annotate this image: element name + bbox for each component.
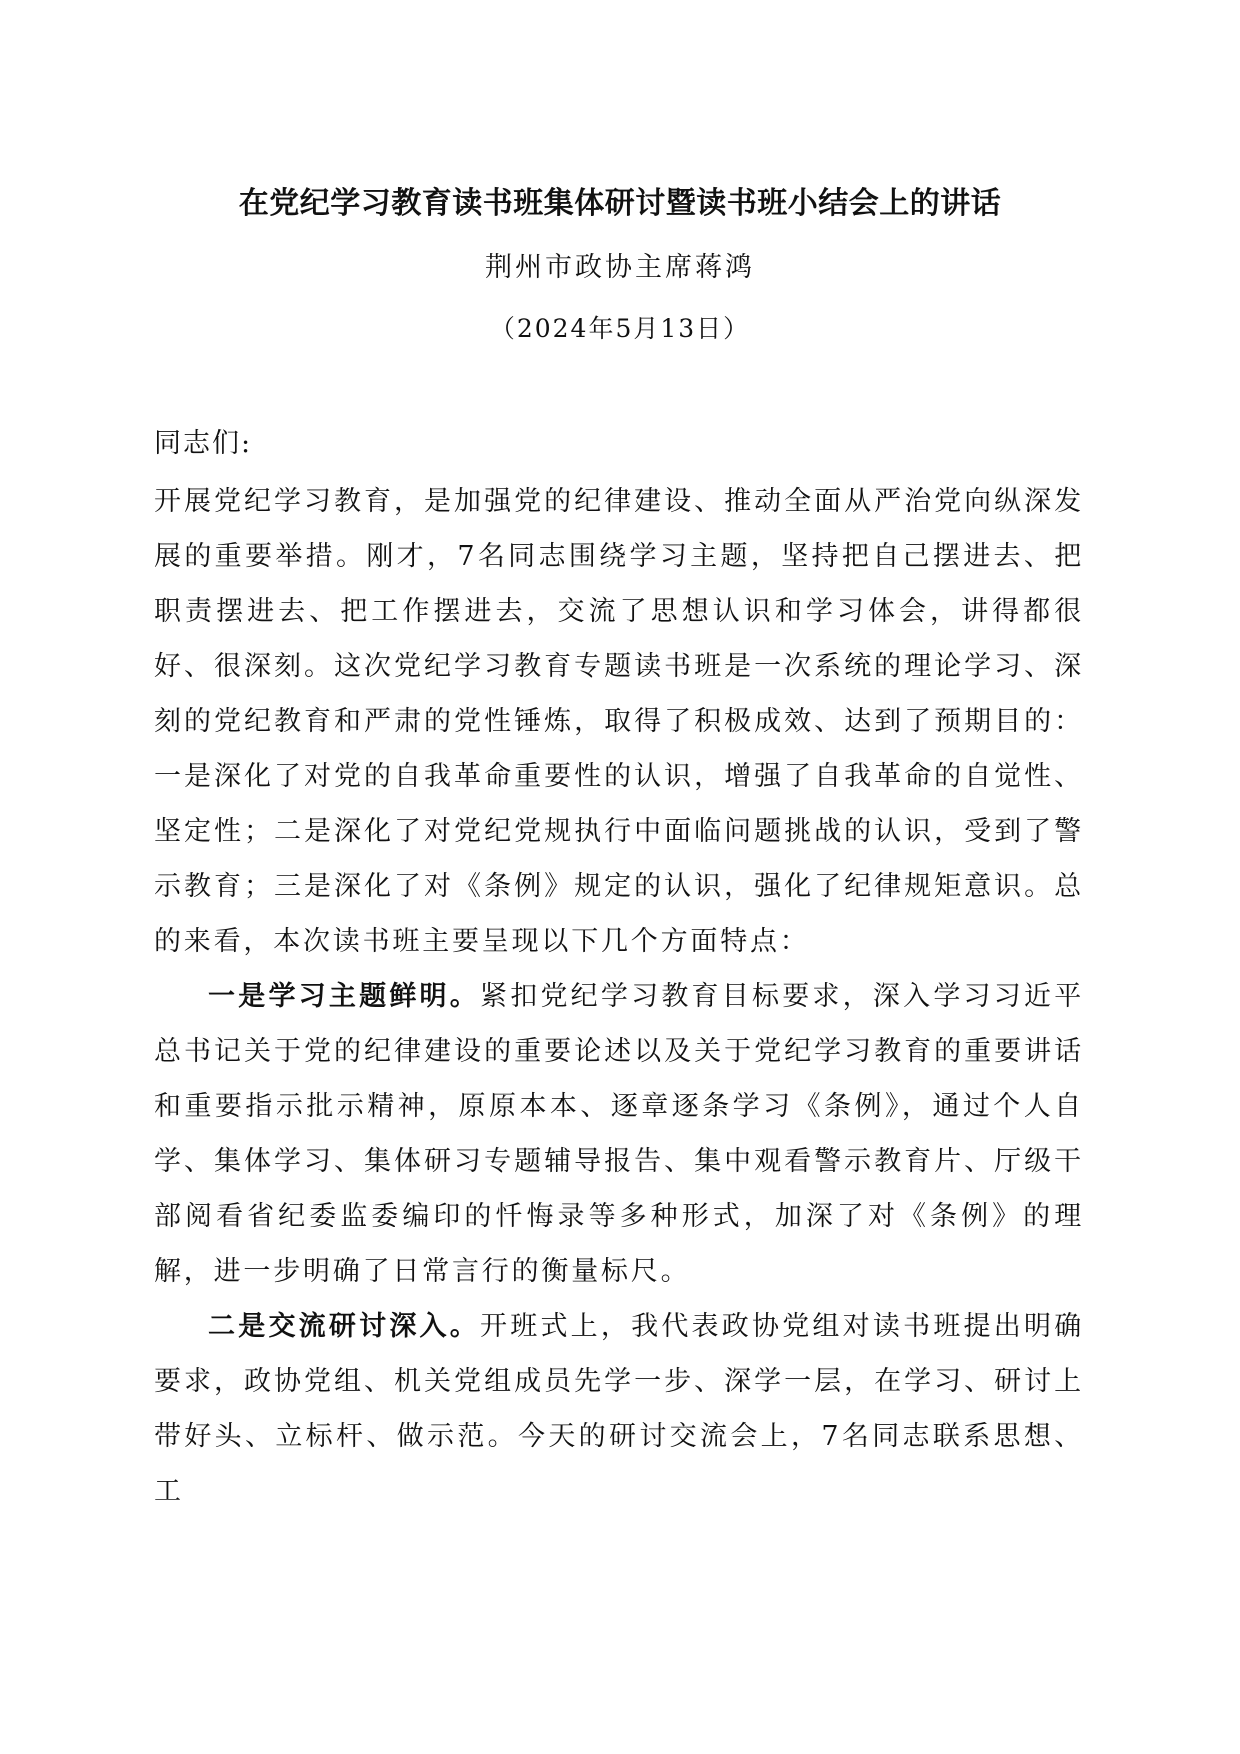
paragraph-3-text: 开班式上，我代表政协党组对读书班提出明确要求，政协党组、机关党组成员先学一步、深学一层，在学习、研讨上带好头、立标杆、做示范。今天的研讨交流会上，7名同志联系思想、工 [154, 1311, 1085, 1507]
document-author: 荆州市政协主席蒋鸿 [485, 252, 755, 283]
paragraph-2 [154, 969, 1084, 1299]
paragraph-2-text: 紧扣党纪学习教育目标要求，深入学习习近平总书记关于党的纪律建设的重要论述以及关于党纪学习教育的重要讲话和重要指示批示精神，原原本本、逐章逐条学习《条例》，通过个人自学、集体学习、集体研习专题辅导报告、集中观看警示教育片、厅级干部阅看省纪委监委编印的忏悔录等多种形式，加深了对《条例》的理解，进一步明确了日常言行的衡量标尺。 [154, 981, 1085, 1287]
paragraph-3-lead: 二是交流研讨深入。 [208, 1311, 480, 1342]
document-body [154, 474, 1084, 1519]
salutation: 同志们: [154, 428, 253, 459]
document-title: 在党纪学习教育读书班集体研讨暨读书班小结会上的讲话 [238, 186, 1002, 221]
paragraph-1-text: 开展党纪学习教育，是加强党的纪律建设、推动全面从严治党向纵深发展的重要举措。刚才，7名同志围绕学习主题，坚持把自己摆进去、把职责摆进去、把工作摆进去，交流了思想认识和学习体会，讲得都很好、很深刻。这次党纪学习教育专题读书班是一次系统的理论学习、深刻的党纪教育和严肃的党性锤炼，取得了积极成效、达到了预期目的：一是深化了对党的自我革命重要性的认识，增强了自我革命的自觉性、坚定性；二是深化了对党纪党规执行中面临问题挑战的认识，受到了警示教育；三是深化了对《条例》规定的认识，强化了纪律规矩意识。总的来看，本次读书班主要呈现以下几个方面特点： [154, 486, 1084, 957]
paragraph-3 [154, 1299, 1084, 1519]
paragraph-2-lead: 一是学习主题鲜明。 [208, 981, 480, 1012]
document-date: （2024年5月13日） [489, 314, 751, 343]
paragraph-1 [154, 474, 1084, 969]
